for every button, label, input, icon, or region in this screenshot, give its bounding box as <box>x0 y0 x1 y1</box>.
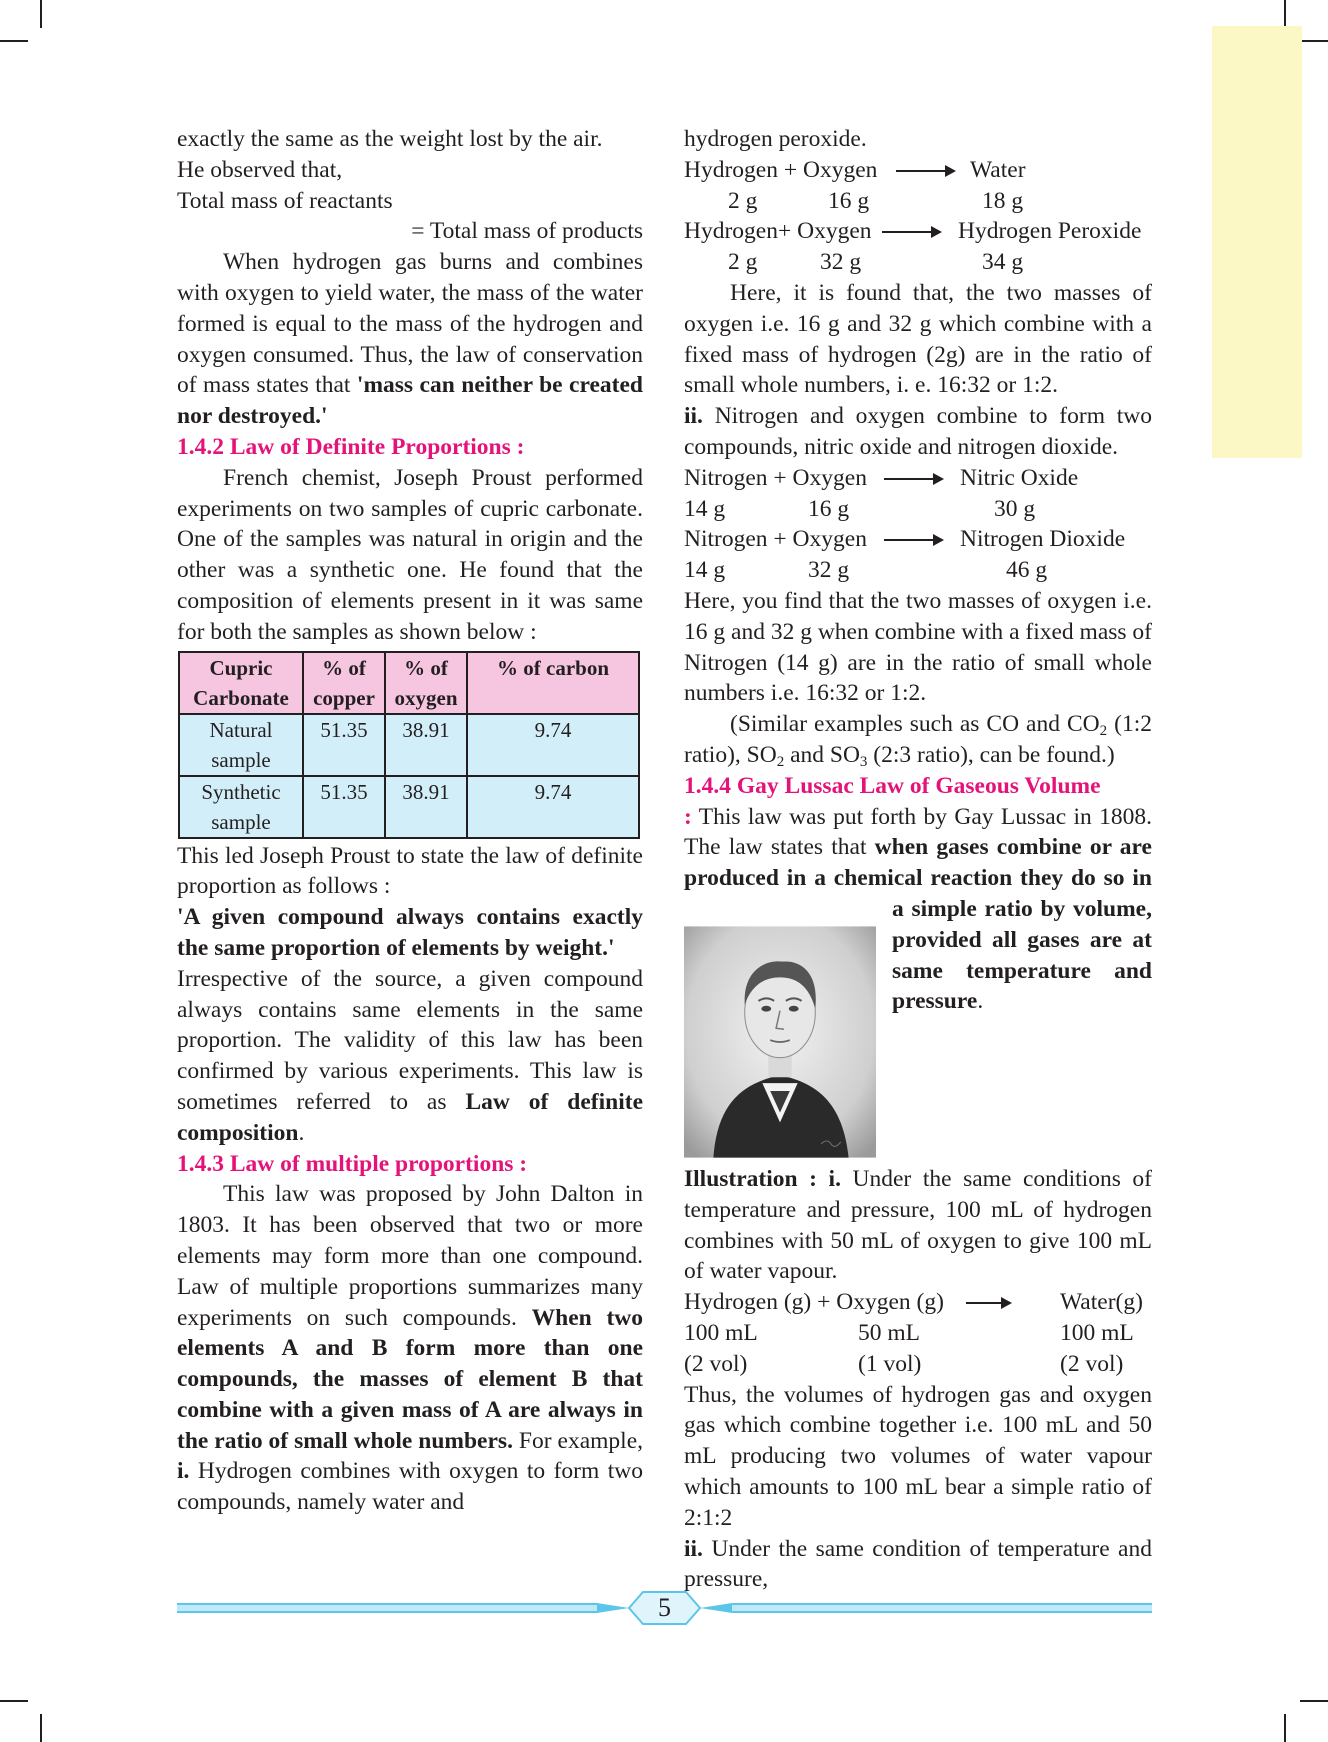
bold-term: i. <box>177 1458 190 1485</box>
equation-product: Water(g) <box>1060 1289 1143 1316</box>
mass-value: 14 g <box>684 495 726 522</box>
portrait-image <box>684 924 876 1160</box>
crop-mark <box>1300 40 1328 42</box>
table-cell: 51.35 <box>303 714 385 776</box>
equation-vol-ratio <box>684 1349 1152 1380</box>
section-heading-1-4-2: 1.4.2 Law of Definite Proportions : <box>177 433 525 460</box>
reaction-arrow-icon <box>966 1302 1010 1304</box>
bold-statement: 'mass can neither be created nor destroyed.' <box>177 372 644 430</box>
equation-masses <box>684 494 1152 525</box>
reaction-arrow-icon <box>896 170 954 172</box>
text-span: For example, <box>512 1427 643 1454</box>
paragraph: Total mass of reactants <box>177 187 393 214</box>
page-footer <box>177 1588 1152 1628</box>
volume-value: 50 mL <box>858 1319 921 1346</box>
reaction-arrow-icon <box>882 231 940 233</box>
crop-mark <box>1284 1714 1286 1742</box>
table-header-row <box>179 652 639 714</box>
subscript: 3 <box>859 753 868 770</box>
table-cell: 38.91 <box>385 714 467 776</box>
paragraph <box>177 247 643 432</box>
heading-colon: : <box>684 803 692 830</box>
crop-mark <box>40 0 42 28</box>
text-span: and SO <box>784 741 860 768</box>
text-span: Nitrogen and oxygen combine to form two compounds, nitric oxide and nitrogen dioxide. <box>684 403 1152 460</box>
text-span: When hydrogen gas burns and combines with oxygen to yield water, the mass of the water formed is equal to the mass of the hydrogen and oxygen consumed. Thus, the law of conservation of mass states that <box>177 249 643 399</box>
right-column <box>684 124 1152 1595</box>
text-span: Hydrogen combines with oxygen to form two compounds, namely water and <box>177 1458 643 1516</box>
volume-ratio: (1 vol) <box>858 1350 922 1377</box>
subscript: 2 <box>776 753 785 770</box>
bold-term: Law of definite composition <box>177 1088 643 1146</box>
section-heading-1-4-4: 1.4.4 Gay Lussac Law of Gaseous Volume <box>684 772 1101 799</box>
paragraph: Here, it is found that, the two masses of oxygen i.e. 16 g and 32 g which combine with a fixed mass of hydrogen (2g) are in the ratio of small whole numbers, i. e. 16:32 or 1:2. <box>684 279 1152 399</box>
equation-nitrogen-dioxide <box>684 524 1152 555</box>
mass-value: 2 g <box>728 187 758 214</box>
equation-masses <box>684 186 1152 217</box>
text-span: Under the same condition of temperature and pressure, <box>684 1535 1152 1593</box>
equation-product: Nitrogen Dioxide <box>960 526 1126 553</box>
table-cell: 51.35 <box>303 776 385 838</box>
portrait-gay-lussac <box>684 924 880 1160</box>
page-number: 5 <box>658 1593 671 1622</box>
paragraph: He observed that, <box>177 156 343 183</box>
text-span: (2:3 ratio), can be found.) <box>867 741 1115 768</box>
mass-value: 46 g <box>1006 557 1048 584</box>
equation-reactants: Nitrogen + Oxygen <box>684 464 867 491</box>
section-heading-1-4-3: 1.4.3 Law of multiple proportions : <box>177 1150 528 1177</box>
crop-mark <box>0 40 28 42</box>
table-cell: Natural sample <box>179 714 303 776</box>
table-header-cell: % of copper <box>303 652 385 714</box>
table-row <box>179 776 639 838</box>
chapter-side-tab <box>1212 26 1302 458</box>
table-header-cell: % of oxygen <box>385 652 467 714</box>
volume-value: 100 mL <box>1060 1319 1134 1346</box>
paragraph: This led Joseph Proust to state the law of definite proportion as follows : <box>177 842 643 900</box>
crop-mark <box>40 1714 42 1742</box>
subscript: 2 <box>1099 723 1108 740</box>
paragraph: Here, you find that the two masses of oxygen i.e. 16 g and 32 g when combine with a fixed mass of Nitrogen (14 g) are in the ratio of small whole numbers i.e. 16:32 or 1:2. <box>684 587 1152 707</box>
table-cell: 9.74 <box>467 776 639 838</box>
volume-ratio: (2 vol) <box>684 1350 748 1377</box>
text-span: . <box>298 1119 305 1146</box>
text-span: (Similar examples such as CO and CO <box>730 711 1100 738</box>
equation-hydrogen-water <box>684 155 1152 186</box>
equation-volumes <box>684 1318 1152 1349</box>
crop-mark <box>0 1700 28 1702</box>
text-span: when gases combine or are produced in a chemical reaction they do so in a simple ratio by volume, provided all gases are at same temperature and pressure <box>684 834 1152 1015</box>
table-header-cell: % of carbon <box>467 652 639 714</box>
mass-value: 2 g <box>728 249 758 276</box>
mass-value: 32 g <box>820 249 862 276</box>
paragraph <box>177 1179 643 1518</box>
equation-product: Nitric Oxide <box>960 464 1079 491</box>
equation-masses <box>684 247 1152 278</box>
bold-term: ii. <box>684 1535 703 1562</box>
bold-term: ii. <box>684 403 703 430</box>
paragraph: exactly the same as the weight lost by the air. <box>177 126 603 152</box>
bold-term: Illustration : i. <box>684 1166 841 1192</box>
paragraph: hydrogen peroxide. <box>684 126 867 152</box>
mass-value: 34 g <box>982 249 1024 276</box>
volume-value: 100 mL <box>684 1319 758 1346</box>
reaction-arrow-icon <box>884 478 942 480</box>
text-span: This law was proposed by John Dalton in 1803. It has been observed that two or more elements may form more than one compound. Law of multiple proportions summarizes many experiments on such compounds. <box>177 1181 643 1331</box>
equation-nitric-oxide <box>684 463 1152 494</box>
text-span: Irrespective of the source, a given compound always contains same elements in the same proportion. The validity of this law has been confirmed by various experiments. This law is sometimes referred to as <box>177 965 643 1115</box>
text-span: Under the same conditions of temperature and pressure, 100 mL of hydrogen combines with 50 mL of oxygen to give 100 mL of water vapour. <box>684 1166 1152 1285</box>
mass-value: 14 g <box>684 557 726 584</box>
reaction-arrow-icon <box>884 539 942 541</box>
equation-gas-volumes <box>684 1287 1152 1318</box>
equation-reactants: Hydrogen+ Oxygen <box>684 218 872 245</box>
paragraph <box>684 401 1152 463</box>
text-span: . <box>977 988 984 1015</box>
table-cell: 38.91 <box>385 776 467 838</box>
mass-value: 30 g <box>994 495 1036 522</box>
composition-table <box>178 651 640 839</box>
table-header-cell: Cupric Carbonate <box>179 652 303 714</box>
equation-reactants: Nitrogen + Oxygen <box>684 526 867 553</box>
table-row <box>179 714 639 776</box>
volume-ratio: (2 vol) <box>1060 1350 1124 1377</box>
equation-masses <box>684 555 1152 586</box>
equation-reactants: Hydrogen + Oxygen <box>684 156 878 183</box>
law-statement <box>177 902 643 964</box>
paragraph: French chemist, Joseph Proust performed experiments on two samples of cupric carbonate. One of the samples was natural in origin and the other was a synthetic one. He found that the composition of elements present in it was same for both the samples as shown below : <box>177 464 643 645</box>
paragraph <box>684 1164 1152 1287</box>
text-span: This law was put forth by Gay Lussac in 1808. The law states that <box>684 803 1152 861</box>
left-column <box>177 124 643 1518</box>
bold-statement: When two elements A and B form more than one compounds, the masses of element B that combine with a given mass of A are always in the ratio of small whole numbers. <box>177 1304 644 1454</box>
mass-value: 16 g <box>828 187 870 214</box>
equation-reactants: Hydrogen (g) + Oxygen (g) <box>684 1289 944 1316</box>
mass-value: 32 g <box>808 557 850 584</box>
equation-hydrogen-peroxide <box>684 216 1152 247</box>
table-cell: Synthetic sample <box>179 776 303 838</box>
paragraph <box>177 964 643 1149</box>
crop-mark <box>1300 1700 1328 1702</box>
paragraph <box>684 1534 1152 1596</box>
crop-mark <box>1284 0 1286 28</box>
bold-statement: 'A given compound always contains exactly the same proportion of elements by weight.' <box>177 904 643 961</box>
paragraph: Thus, the volumes of hydrogen gas and oxygen gas which combine together i.e. 100 mL and 50 mL producing two volumes of water vapour which amounts to 100 mL bear a simple ratio of 2:1:2 <box>684 1381 1152 1531</box>
equation-product: Water <box>970 156 1026 183</box>
mass-value: 16 g <box>808 495 850 522</box>
text-span: (1:2 ratio), SO <box>684 711 1152 768</box>
mass-value: 18 g <box>982 187 1024 214</box>
paragraph: = Total mass of products <box>411 218 643 245</box>
table-cell: 9.74 <box>467 714 639 776</box>
paragraph <box>684 709 1152 771</box>
equation-product: Hydrogen Peroxide <box>958 218 1142 245</box>
